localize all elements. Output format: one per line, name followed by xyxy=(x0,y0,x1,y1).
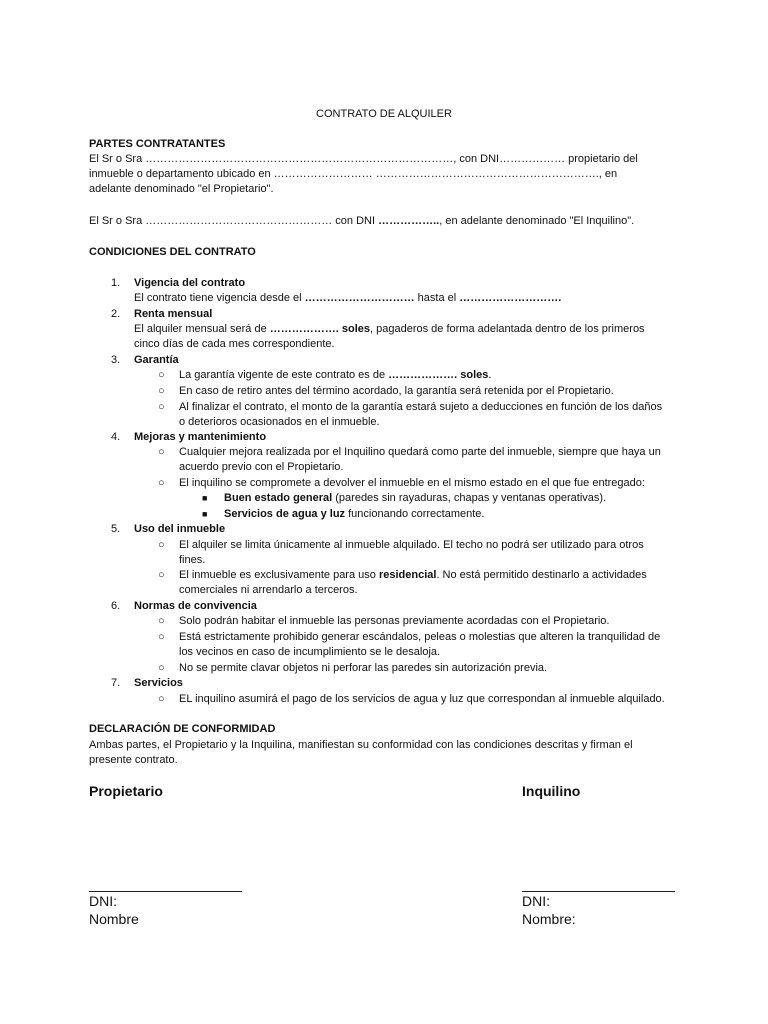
garantia-b2: En caso de retiro antes del término acordado, la garantía será retenida por el Propietario. xyxy=(179,385,614,397)
uso-b2-pre: El inmueble es exclusivamente para uso xyxy=(179,569,379,581)
item-number: 3. xyxy=(111,354,121,366)
normas-b1: Solo podrán habitar el inmueble las personas previamente acordadas con el Propietario. xyxy=(179,615,610,627)
signature-left-dni: DNI: xyxy=(89,893,117,909)
item-title-servicios: Servicios xyxy=(134,677,183,689)
servicios-b1: EL inquilino asumirá el pago de los servicios de agua y luz que correspondan al inmueble alquilado. xyxy=(179,693,665,705)
uso-b1-line2: fines. xyxy=(179,554,206,566)
item-number: 2. xyxy=(111,308,121,320)
item-title-vigencia: Vigencia del contrato xyxy=(134,277,246,289)
partes-p1-line3: adelante denominado "el Propietario". xyxy=(89,183,274,195)
signature-right-nombre: Nombre: xyxy=(522,911,576,927)
mejoras-sub2-bold: Servicios de agua y luz xyxy=(224,508,346,520)
partes-p1-line2: inmueble o departamento ubicado en ……………………… ……………………………………………………., en xyxy=(89,168,618,180)
mejoras-sub2 xyxy=(224,507,484,523)
signature-line-left xyxy=(89,891,242,892)
bullet-circle-icon: ○ xyxy=(158,446,165,458)
renta-pre: El alquiler mensual será de xyxy=(134,323,270,335)
bullet-circle-icon: ○ xyxy=(158,631,165,643)
mejoras-b1-line2: acuerdo previo con el Propietario. xyxy=(179,461,344,473)
partes-heading: PARTES CONTRATANTES xyxy=(89,138,226,150)
uso-b2-line2: comerciales ni arrendarlo a terceros. xyxy=(179,584,358,596)
declaracion-line1: Ambas partes, el Propietario y la Inquilina, manifiestan su conformidad con las condiciones descritas y firman el xyxy=(89,739,633,751)
mejoras-sub1 xyxy=(224,491,606,507)
bullet-circle-icon: ○ xyxy=(158,662,165,674)
bullet-circle-icon: ○ xyxy=(158,369,165,381)
normas-b3: No se permite clavar objetos ni perforar las paredes sin autorización previa. xyxy=(179,662,548,674)
vigencia-mid: hasta el xyxy=(414,292,460,304)
item-title-garantia: Garantía xyxy=(134,354,179,366)
mejoras-b2: El inquilino se compromete a devolver el inmueble en el mismo estado en el que fue entregado: xyxy=(179,477,645,489)
uso-b1-line1: El alquiler se limita únicamente al inmueble alquilado. El techo no podrá ser utilizado para otros xyxy=(179,539,644,551)
item-title-uso: Uso del inmueble xyxy=(134,523,226,535)
mejoras-sub1-bold: Buen estado general xyxy=(224,492,333,504)
bullet-circle-icon: ○ xyxy=(158,477,165,489)
bullet-circle-icon: ○ xyxy=(158,693,165,705)
vigencia-dots-to: ………………………. xyxy=(459,292,562,304)
item-title-mejoras: Mejoras y mantenimiento xyxy=(134,431,267,443)
uso-b2-line1 xyxy=(179,568,647,584)
vigencia-pre: El contrato tiene vigencia desde el xyxy=(134,292,305,304)
document-title: CONTRATO DE ALQUILER xyxy=(316,108,452,120)
uso-b2-post: . No está permitido destinarlo a actividades xyxy=(436,569,647,581)
bullet-circle-icon: ○ xyxy=(158,539,165,551)
vigencia-text xyxy=(134,291,561,307)
bullet-square-icon: ■ xyxy=(202,493,208,503)
bullet-circle-icon: ○ xyxy=(158,385,165,397)
bullet-square-icon: ■ xyxy=(202,509,208,519)
bullet-circle-icon: ○ xyxy=(158,615,165,627)
bullet-circle-icon: ○ xyxy=(158,401,165,413)
renta-line1 xyxy=(134,322,645,338)
mejoras-sub2-post: funcionando correctamente. xyxy=(345,508,485,520)
item-number: 7. xyxy=(111,677,121,689)
bullet-circle-icon: ○ xyxy=(158,569,165,581)
signature-line-right xyxy=(522,891,675,892)
garantia-b1-post: . xyxy=(488,369,492,381)
uso-b2-bold: residencial xyxy=(378,569,437,581)
partes-p1-line1: El Sr o Sra …………………………………………………………………………, con DNI……………… propietario del xyxy=(89,153,638,165)
item-title-normas: Normas de convivencia xyxy=(134,600,257,612)
signature-left-nombre: Nombre xyxy=(89,911,139,927)
partes-p2 xyxy=(89,214,634,230)
declaracion-line2: presente contrato. xyxy=(89,754,178,766)
declaracion-heading: DECLARACIÓN DE CONFORMIDAD xyxy=(89,723,276,735)
mejoras-b1-line1: Cualquier mejora realizada por el Inquilino quedará como parte del inmueble, siempre que haya un xyxy=(179,446,661,458)
condiciones-heading: CONDICIONES DEL CONTRATO xyxy=(89,246,256,258)
vigencia-dots-from: ………………………… xyxy=(304,292,415,304)
item-number: 6. xyxy=(111,600,121,612)
renta-amount: ………………. soles xyxy=(269,323,370,335)
item-number: 1. xyxy=(111,277,121,289)
garantia-b1-pre: La garantía vigente de este contrato es de xyxy=(179,369,389,381)
normas-b2-line1: Está estrictamente prohibido generar escándalos, peleas o molestias que alteren la tranquilidad de xyxy=(179,631,661,643)
signature-left-title: Propietario xyxy=(89,783,163,799)
garantia-amount: ………………. soles xyxy=(388,369,489,381)
renta-post: , pagaderos de forma adelantada dentro de los primeros xyxy=(370,323,645,335)
mejoras-sub1-post: (paredes sin rayaduras, chapas y ventanas operativas). xyxy=(332,492,607,504)
garantia-b1 xyxy=(179,368,491,384)
item-number: 4. xyxy=(111,431,121,443)
signature-right-title: Inquilino xyxy=(522,783,581,799)
garantia-b3-line2: o deterioros ocasionados en el inmueble. xyxy=(179,416,380,428)
item-number: 5. xyxy=(111,523,121,535)
partes-p2-post: , en adelante denominado "El Inquilino". xyxy=(439,215,635,227)
normas-b2-line2: los vecinos en caso de incumplimiento se le desaloja. xyxy=(179,646,441,658)
partes-p2-dots: …………….. xyxy=(378,215,440,227)
renta-line2: cinco días de cada mes correspondiente. xyxy=(134,338,335,350)
item-title-renta: Renta mensual xyxy=(134,308,213,320)
signature-right-dni: DNI: xyxy=(522,893,550,909)
partes-p2-pre: El Sr o Sra …………………………………………… con DNI xyxy=(89,215,379,227)
garantia-b3-line1: Al finalizar el contrato, el monto de la garantía estará sujeto a deducciones en función de los daños xyxy=(179,401,663,413)
